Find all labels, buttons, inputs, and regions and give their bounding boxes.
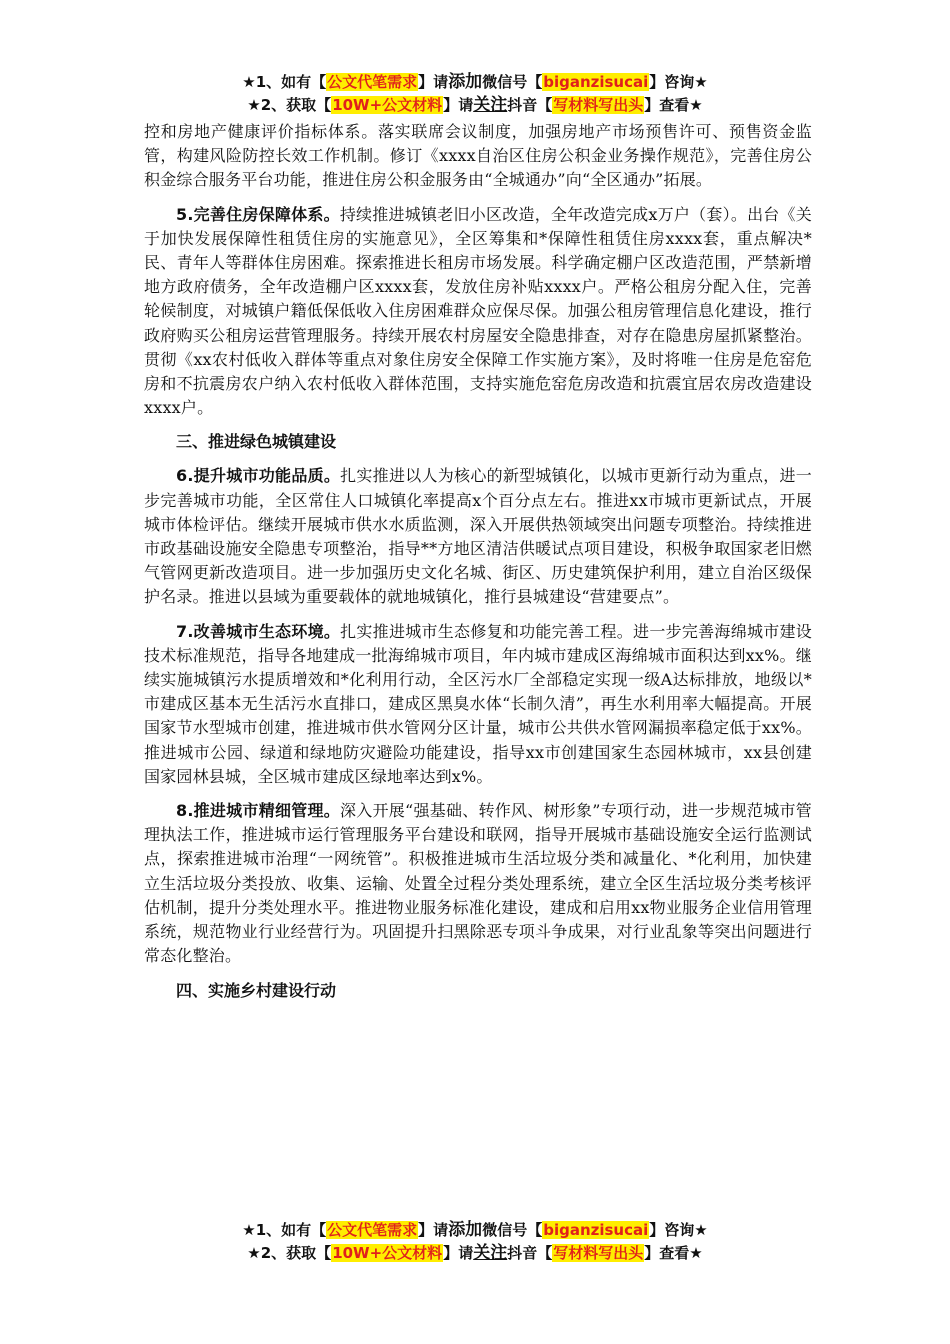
promo-text: 】请 — [443, 1244, 474, 1262]
promo-highlight-materials: 10W+公文材料 — [332, 1244, 443, 1262]
promo-banner-top — [0, 71, 950, 117]
promo-line-1 — [0, 1219, 950, 1242]
promo-text: ★1、如有【 — [242, 73, 327, 91]
promo-text: 】查看★ — [644, 1244, 703, 1262]
section-heading-4: 四、实施乡村建设行动 — [176, 980, 337, 1000]
promo-text: 】查看★ — [644, 96, 703, 114]
promo-text: 微信号【 — [482, 73, 543, 91]
promo-emphasis: 添加 — [448, 72, 483, 92]
section-heading-3: 三、推进绿色城镇建设 — [176, 432, 337, 452]
promo-text: 】请 — [418, 1221, 449, 1239]
promo-text: 】请 — [443, 96, 474, 114]
promo-text: 抖音【 — [507, 96, 553, 114]
promo-highlight-service: 公文代笔需求 — [327, 1221, 418, 1239]
promo-line-2 — [0, 94, 950, 117]
promo-emphasis: 关注 — [473, 95, 508, 115]
promo-line-1 — [0, 71, 950, 94]
item-body: 深入开展“强基础、转作风、树形象”专项行动，进一步规范城市管理执法工作，推进城市运行管理服务平台建设和联网，指导开展城市基础设施安全运行监测试点，探索推进城市治理“一网统管”。积极推进城市生活垃圾分类和减量化、*化利用，加快建立生活垃圾分类投放、收集、运输、处置全过程分类处理系统，建立全区生活垃圾分类考核评估机制，提升分类处理水平。推进物业服务标准化建设，建成和启用xx物业服务企业信用管理系统，规范物业行业经营行为。巩固提升扫黑除恶专项斗争成果，对行业乱象等突出问题进行常态化整治。 — [144, 801, 812, 966]
item-body: 扎实推进以人为核心的新型城镇化，以城市更新行动为重点，进一步完善城市功能，全区常住人口城镇化率提高x个百分点左右。推进xx市城市更新试点，开展城市体检评估。继续开展城市供水水质监测，深入开展供热领域突出问题专项整治。持续推进市政基础设施安全隐患专项整治，指导**方地区清洁供暖试点项目建设，积极争取国家老旧燃气管网更新改造项目。进一步加强历史文化名城、街区、历史建筑保护利用，建立自治区级保护名录。推进以县域为重要载体的就地城镇化，推行县城建设“营建要点”。 — [144, 466, 812, 607]
paragraph-item-5 — [144, 203, 812, 421]
promo-text: 】咨询★ — [649, 73, 708, 91]
promo-text: 】请 — [418, 73, 449, 91]
promo-highlight-materials: 10W+公文材料 — [332, 96, 443, 114]
promo-highlight-wechat-id: biganzisucai — [543, 1221, 649, 1239]
promo-highlight-douyin-account: 写材料写出头 — [553, 96, 644, 114]
promo-text: 】咨询★ — [649, 1221, 708, 1239]
promo-text: 微信号【 — [482, 1221, 543, 1239]
item-heading: 7.改善城市生态环境。 — [176, 621, 341, 641]
paragraph-item-6 — [144, 464, 812, 609]
item-body: 扎实推进城市生态修复和功能完善工程。进一步完善海绵城市建设技术标准规范，指导各地建成一批海绵城市项目，年内城市建成区海绵城市面积达到xx%。继续实施城镇污水提质增效和*化利用行动，全区污水厂全部稳定实现一级A达标排放，地级以*市建成区基本无生活污水直排口，建成区黑臭水体“长制久清”，再生水利用率大幅提高。开展国家节水型城市创建，推进城市供水管网分区计量，城市公共供水管网漏损率稳定低于xx%。推进城市公园、绿道和绿地防灾避险功能建设，指导xx市创建国家生态园林城市，xx县创建国家园林县城，全区城市建成区绿地率达到x%。 — [144, 621, 812, 786]
item-heading: 6.提升城市功能品质。 — [176, 466, 341, 486]
paragraph-item-8 — [144, 799, 812, 968]
promo-highlight-service: 公文代笔需求 — [327, 73, 418, 91]
promo-text: 抖音【 — [507, 1244, 553, 1262]
promo-highlight-douyin-account: 写材料写出头 — [553, 1244, 644, 1262]
paragraph-continuation: 控和房地产健康评价指标体系。落实联席会议制度，加强房地产市场预售许可、预售资金监管，构建风险防控长效工作机制。修订《xxxx自治区住房公积金业务操作规范》，完善住房公积金综合服务平台功能，推进住房公积金服务由“全城通办”向“全区通办”拓展。 — [144, 122, 812, 190]
promo-banner-bottom — [0, 1219, 950, 1265]
promo-text: ★2、获取【 — [247, 96, 332, 114]
document-body — [144, 120, 812, 1003]
paragraph-item-7 — [144, 620, 812, 789]
promo-line-2 — [0, 1242, 950, 1265]
item-body: 持续推进城镇老旧小区改造，全年改造完成x万户（套）。出台《关于加快发展保障性租赁住房的实施意见》，全区筹集和*保障性租赁住房xxxx套，重点解决*民、青年人等群体住房困难。探索推进长租房市场发展。科学确定棚户区改造范围，严禁新增地方政府债务，全年改造棚户区xxxx套，发放住房补贴xxxx户。严格公租房分配入住，完善轮候制度，对城镇户籍低保低收入住房困难群众应保尽保。加强公租房管理信息化建设，推行政府购买公租房运营管理服务。持续开展农村房屋安全隐患排查，对存在隐患房屋抓紧整治。贯彻《xx农村低收入群体等重点对象住房安全保障工作实施方案》，及时将唯一住房是危窑危房和不抗震房农户纳入农村低收入群体范围，支持实施危窑危房改造和抗震宜居农房改造建设xxxx户。 — [144, 204, 812, 418]
promo-emphasis: 关注 — [473, 1243, 508, 1263]
promo-text: ★2、获取【 — [247, 1244, 332, 1262]
item-heading: 8.推进城市精细管理。 — [176, 801, 340, 821]
item-heading: 5.完善住房保障体系。 — [176, 204, 340, 224]
promo-text: ★1、如有【 — [242, 1221, 327, 1239]
promo-emphasis: 添加 — [448, 1220, 483, 1240]
promo-highlight-wechat-id: biganzisucai — [543, 73, 649, 91]
